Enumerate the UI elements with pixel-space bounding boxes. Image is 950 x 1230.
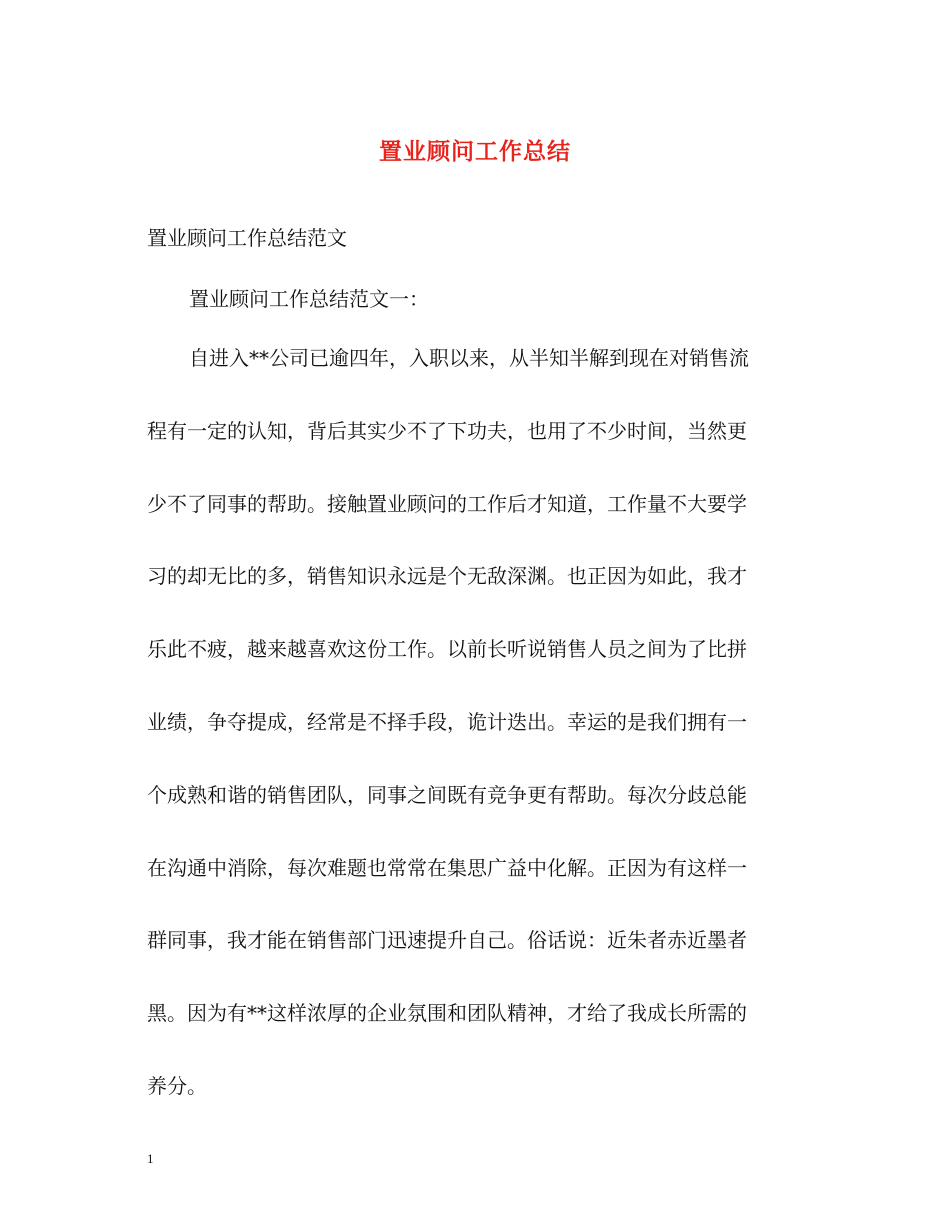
paragraph-line: 习的却无比的多，销售知识永远是个无敌深渊。也正因为如此，我才 xyxy=(147,564,747,589)
paragraph-line: 个成熟和谐的销售团队，同事之间既有竞争更有帮助。每次分歧总能 xyxy=(147,782,747,807)
paragraph-line: 业绩，争夺提成，经常是不择手段，诡计迭出。幸运的是我们拥有一 xyxy=(147,709,747,734)
document-subtitle: 置业顾问工作总结范文 xyxy=(147,226,347,250)
paragraph-line: 群同事，我才能在销售部门迅速提升自己。俗话说：近朱者赤近墨者 xyxy=(147,928,747,953)
paragraph-line: 在沟通中消除，每次难题也常常在集思广益中化解。正因为有这样一 xyxy=(147,855,747,880)
paragraph-line: 乐此不疲，越来越喜欢这份工作。以前长听说销售人员之间为了比拼 xyxy=(147,637,747,662)
page-number: 1 xyxy=(147,1151,154,1166)
paragraph-line: 少不了同事的帮助。接触置业顾问的工作后才知道，工作量不大要学 xyxy=(147,491,747,516)
paragraph-line: 养分。 xyxy=(147,1073,207,1098)
paragraph-line: 自进入**公司已逾四年，入职以来，从半知半解到现在对销售流 xyxy=(189,346,749,370)
paragraph-line: 黑。因为有**这样浓厚的企业氛围和团队精神，才给了我成长所需的 xyxy=(147,1001,747,1026)
section-heading: 置业顾问工作总结范文一： xyxy=(189,287,429,311)
document-title: 置业顾问工作总结 xyxy=(379,138,571,165)
paragraph-line: 程有一定的认知，背后其实少不了下功夫，也用了不少时间，当然更 xyxy=(147,418,747,443)
body-paragraph xyxy=(147,345,803,1146)
